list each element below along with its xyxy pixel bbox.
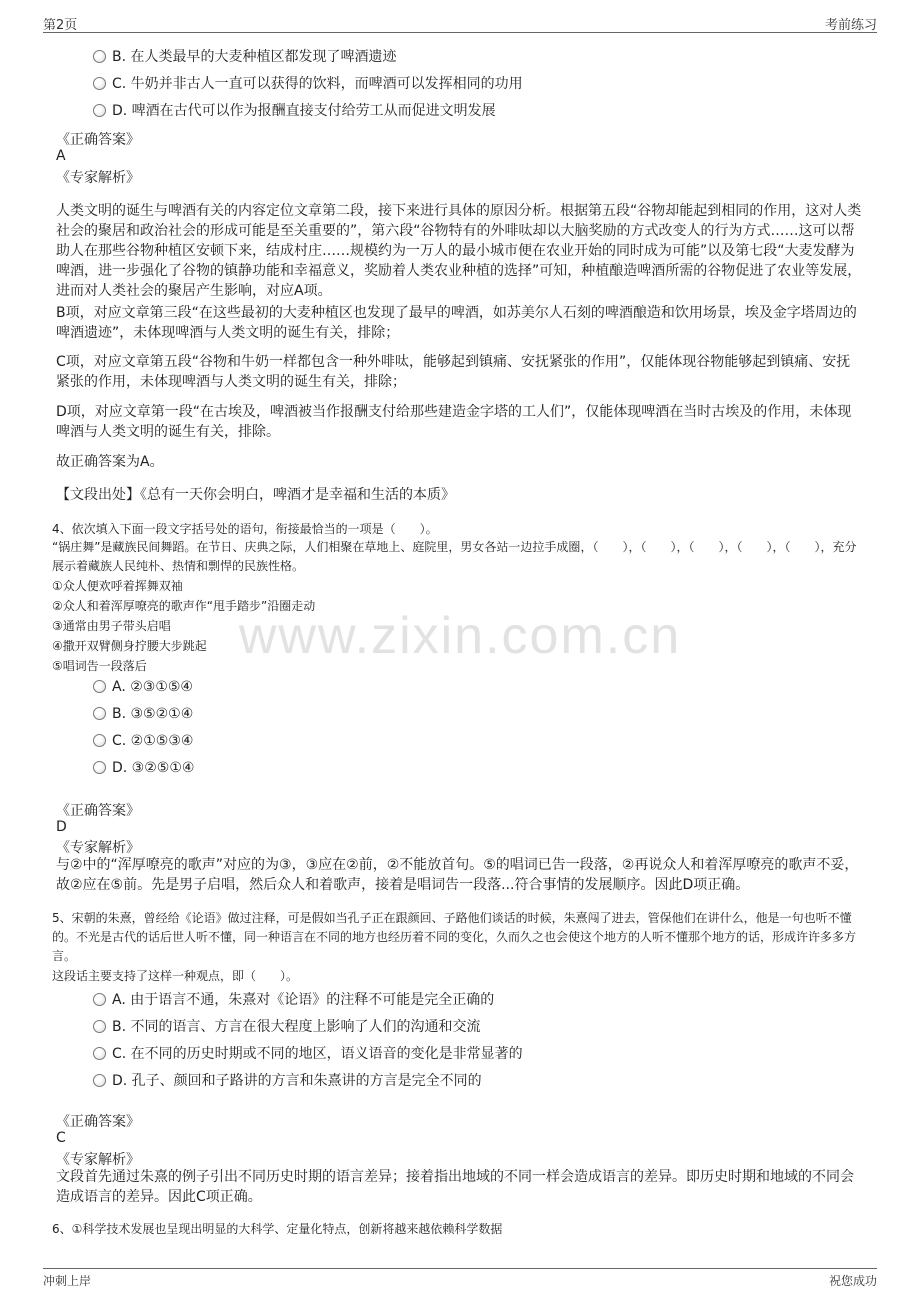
radio-icon[interactable] [93, 1047, 106, 1060]
option-text: A. 由于语言不通，朱熹对《论语》的注释不可能是完全正确的 [112, 992, 495, 1008]
q5-option-a[interactable] [93, 989, 494, 1009]
q4-item-5: ⑤唱词告一段落后 [52, 659, 147, 673]
q3-option-b[interactable] [93, 46, 397, 66]
q3-analysis-label: 《专家解析》 [56, 170, 140, 186]
q5-option-c[interactable] [93, 1043, 523, 1063]
radio-icon[interactable] [93, 50, 106, 63]
q3-analysis-main: 人类文明的诞生与啤酒有关的内容定位文章第二段，接下来进行具体的原因分析。根据第五段“谷物却能起到相同的作用，这对人类社会的聚居和政治社会的形成可能是至关重要的”，第六段“谷物特有的外啡呔却以大脑奖励的方式改变人的行为方式……这可以帮助人在那些谷物种植区安顿下来，结成村庄……规模约为一万人的最小城市便在农业开始的同时成为可能”以及第七段“大麦发酵为啤酒，进一步强化了谷物的镇静功能和幸福意义，奖励着人类农业种植的选择”可知，种植酿造啤酒所需的谷物促进了农业等发展，进而对人类社会的聚居产生影响，对应A项。 [56, 203, 862, 299]
option-text: A. ②③①⑤④ [112, 679, 193, 695]
q3-answer: A [56, 148, 66, 164]
q3-answer-label: 《正确答案》 [56, 132, 140, 148]
q4-item-1: ①众人便欢呼着挥舞双袖 [52, 579, 183, 593]
radio-icon[interactable] [93, 993, 106, 1006]
q3-option-c[interactable] [93, 73, 523, 93]
q5-option-b[interactable] [93, 1016, 481, 1036]
option-text: B. 不同的语言、方言在很大程度上影响了人们的沟通和交流 [112, 1019, 481, 1035]
radio-icon[interactable] [93, 761, 106, 774]
header-divider [43, 32, 877, 33]
header-title: 考前练习 [824, 18, 877, 33]
option-text: D. 孔子、颜回和子路讲的方言和朱熹讲的方言是完全不同的 [112, 1073, 482, 1089]
option-text: D. ③②⑤①④ [112, 760, 195, 776]
option-text: B. ③⑤②①④ [112, 706, 194, 722]
q4-answer: D [56, 819, 67, 835]
q5-answer-label: 《正确答案》 [56, 1114, 140, 1130]
q4-option-b[interactable] [93, 706, 193, 722]
q4-analysis: 与②中的“浑厚嘹亮的歌声”对应的为③，③应在②前，②不能放首句。⑤的唱词已告一段落，②再说众人和着浑厚嘹亮的歌声不妥，故②应在⑤前。先是男子启唱，然后众人和着歌声，接着是唱词告一段落...符合事情的发展顺序。因此D项正确。 [56, 857, 859, 893]
q4-item-3: ③通常由男子带头启唱 [52, 619, 171, 633]
q4-passage: “锅庄舞”是藏族民间舞蹈。在节日、庆典之际，人们相聚在草地上、庭院里，男女各站一边拉手成圈，（ ），（ ），（ ），（ ），（ ），充分展示着藏族人民纯朴、热情和剽悍的民族性格。 [52, 540, 857, 573]
footer-right: 祝您成功 [828, 1274, 877, 1288]
radio-icon[interactable] [93, 77, 106, 90]
radio-icon[interactable] [93, 1074, 106, 1087]
radio-icon[interactable] [93, 104, 106, 117]
q5-analysis: 文段首先通过朱熹的例子引出不同历史时期的语言差异；接着指出地域的不同一样会造成语言的差异。即历史时期和地域的不同会造成语言的差异。因此C项正确。 [56, 1169, 854, 1205]
option-text: C. 牛奶并非古人一直可以获得的饮料，而啤酒可以发挥相同的功用 [112, 76, 523, 92]
radio-icon[interactable] [93, 707, 106, 720]
q4-item-2: ②众人和着浑厚嘹亮的歌声作“甩手踏步”沿圈走动 [52, 599, 316, 613]
footer-divider [43, 1268, 877, 1269]
q5-stem: 5、宋朝的朱熹，曾经给《论语》做过注释，可是假如当孔子正在跟颜回、子路他们谈话的时候，朱熹闯了进去，管保他们在讲什么，他是一句也听不懂的。不光是古代的话后世人听不懂，同一种语言在不同的地方也经历着不同的变化，久而久之也会使这个地方的人听不懂那个地方的话，形成许许多多方言。 [52, 911, 857, 963]
watermark: www.zixin.com.cn [238, 607, 682, 665]
option-text: C. ②①⑤③④ [112, 733, 194, 749]
q4-option-a[interactable] [93, 679, 193, 695]
page-number: 第2页 [43, 18, 78, 33]
option-text: B. 在人类最早的大麦种植区都发现了啤酒遗迹 [112, 49, 397, 65]
q4-option-d[interactable] [93, 760, 194, 776]
q3-conclusion: 故正确答案为A。 [56, 454, 164, 470]
q4-answer-label: 《正确答案》 [56, 803, 140, 819]
q4-option-c[interactable] [93, 733, 193, 749]
q3-analysis-b: B项，对应文章第三段“在这些最初的大麦种植区也发现了最早的啤酒，如苏美尔人石刻的啤酒酿造和饮用场景，埃及金字塔周边的啤酒遗迹”，未体现啤酒与人类文明的诞生有关，排除； [56, 305, 857, 341]
q3-analysis-d: D项，对应文章第一段“在古埃及，啤酒被当作报酬支付给那些建造金字塔的工人们”，仅能体现啤酒在当时古埃及的作用，未体现啤酒与人类文明的诞生有关，排除。 [56, 404, 852, 440]
q3-source: 【文段出处】《总有一天你会明白，啤酒才是幸福和生活的本质》 [56, 487, 455, 503]
q4-analysis-label: 《专家解析》 [56, 840, 140, 856]
q3-option-d[interactable] [93, 100, 496, 120]
q5-answer: C [56, 1130, 66, 1146]
q5-question: 这段话主要支持了这样一种观点，即（ ）。 [52, 969, 299, 983]
radio-icon[interactable] [93, 734, 106, 747]
radio-icon[interactable] [93, 680, 106, 693]
option-text: D. 啤酒在古代可以作为报酬直接支付给劳工从而促进文明发展 [112, 103, 496, 119]
option-text: C. 在不同的历史时期或不同的地区，语义语音的变化是非常显著的 [112, 1046, 523, 1062]
q3-analysis-c: C项，对应文章第五段“谷物和牛奶一样都包含一种外啡呔，能够起到镇痛、安抚紧张的作用”，仅能体现谷物能够起到镇痛、安抚紧张的作用，未体现啤酒与人类文明的诞生有关，排除； [56, 354, 851, 390]
radio-icon[interactable] [93, 1020, 106, 1033]
q4-stem: 4、依次填入下面一段文字括号处的语句，衔接最恰当的一项是（ ）。 [52, 522, 438, 536]
q5-option-d[interactable] [93, 1070, 482, 1090]
footer-left: 冲刺上岸 [43, 1274, 92, 1288]
q4-item-4: ④撒开双臂侧身拧腰大步跳起 [52, 639, 207, 653]
q6-stem: 6、①科学技术发展也呈现出明显的大科学、定量化特点，创新将越来越依赖科学数据 [52, 1222, 503, 1236]
q5-analysis-label: 《专家解析》 [56, 1152, 140, 1168]
